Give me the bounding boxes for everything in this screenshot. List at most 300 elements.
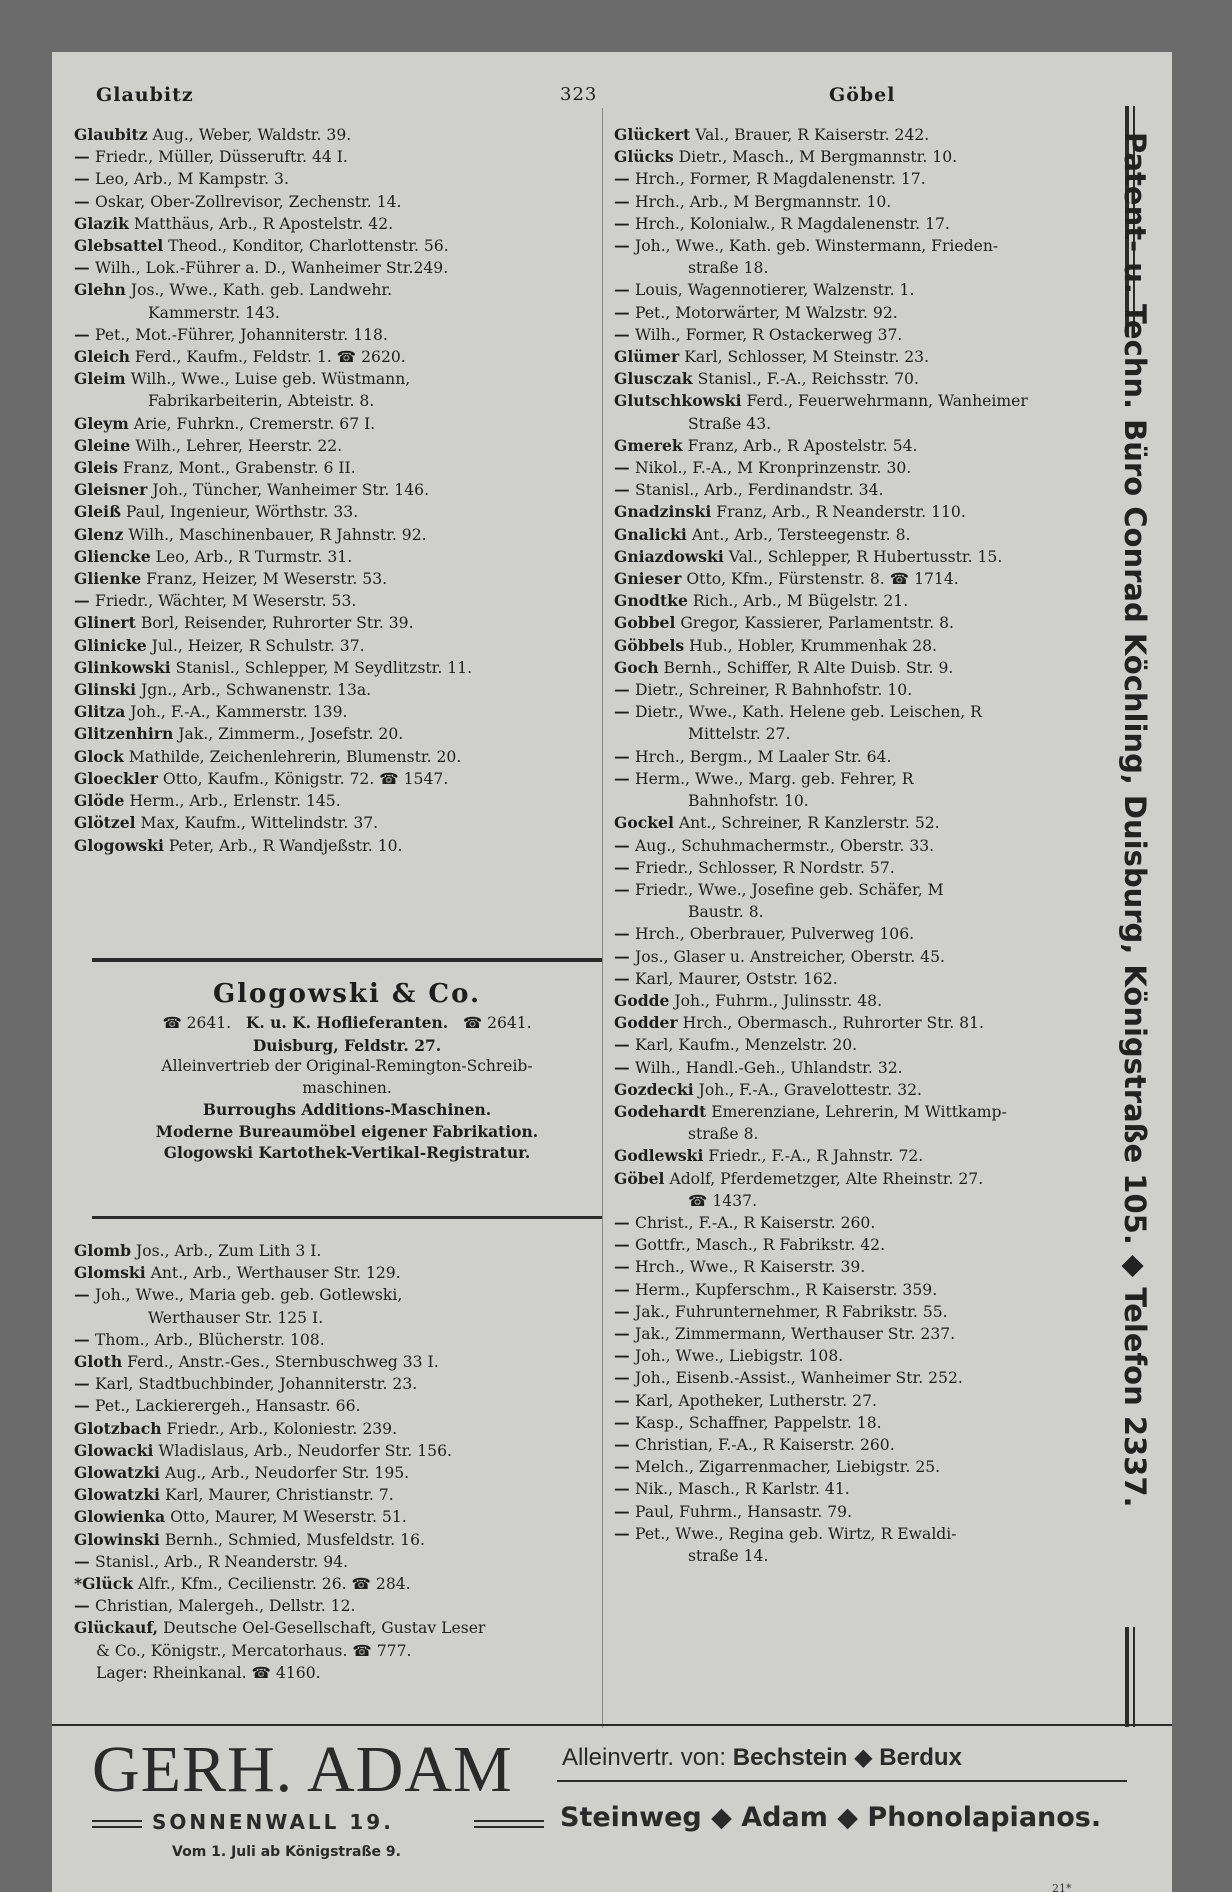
entry-surname: Glomski — [74, 1263, 146, 1283]
directory-entry — [614, 1034, 1114, 1056]
directory-entry — [74, 257, 594, 279]
entry-surname: — — [614, 236, 636, 256]
entry-details: Val., Brauer, R Kaiserstr. 242. — [695, 126, 930, 144]
entry-surname: — — [614, 680, 636, 700]
entry-surname: Gleich — [74, 347, 130, 367]
entry-surname: Glümer — [614, 347, 680, 367]
entry-surname: — — [614, 1057, 636, 1077]
entry-details: Aug., Schuhmachermstr., Oberstr. 33. — [635, 836, 935, 855]
entry-surname: Göbel — [614, 1168, 665, 1188]
directory-entry — [614, 1057, 1114, 1079]
entry-surname: — — [614, 857, 636, 877]
directory-entry — [74, 279, 594, 301]
footer-dash-right-2 — [474, 1826, 544, 1828]
entry-details: Rich., Arb., M Bügelstr. 21. — [692, 592, 909, 611]
entry-details: Gottfr., Masch., R Fabrikstr. 42. — [635, 1236, 886, 1255]
directory-entry — [614, 723, 1114, 745]
entry-surname: — — [74, 1285, 96, 1305]
entry-surname: Gozdecki — [614, 1079, 694, 1099]
directory-entry — [74, 302, 594, 324]
entry-details: Franz, Heizer, M Weserstr. 53. — [146, 570, 388, 589]
directory-entry — [614, 546, 1114, 568]
directory-entry — [614, 835, 1114, 857]
entry-details: Kammerstr. 143. — [148, 303, 280, 322]
entry-surname: — — [614, 924, 636, 944]
entry-surname: — — [74, 169, 96, 189]
entry-surname: — — [614, 702, 636, 722]
entry-details: straße 8. — [688, 1125, 759, 1144]
directory-entry — [74, 746, 594, 768]
directory-entry — [74, 413, 594, 435]
directory-entry — [614, 568, 1114, 590]
directory-entry — [74, 612, 594, 634]
directory-entry — [614, 257, 1114, 279]
entry-surname: Gleisner — [74, 480, 148, 500]
entry-details: Aug., Weber, Waldstr. 39. — [152, 126, 352, 144]
entry-surname: — — [614, 1346, 636, 1366]
footer-dash-left-2 — [92, 1826, 142, 1828]
entry-details: Wilh., Maschinenbauer, R Jahnstr. 92. — [128, 525, 427, 544]
entry-surname: Gnalicki — [614, 524, 687, 544]
entry-details: Peter, Arb., R Wandjeßstr. 10. — [168, 836, 403, 855]
entry-details: Aug., Arb., Neudorfer Str. 195. — [164, 1464, 410, 1483]
entry-surname: Glücks — [614, 147, 674, 167]
entry-surname: Glinert — [74, 613, 136, 633]
entry-details: Franz, Mont., Grabenstr. 6 II. — [122, 459, 356, 478]
directory-entry — [614, 1456, 1114, 1478]
entry-details: Friedr., Arb., Koloniestr. 239. — [166, 1419, 398, 1438]
directory-entry — [614, 701, 1114, 723]
directory-entry — [614, 590, 1114, 612]
entry-details: Jak., Zimmermann, Werthauser Str. 237. — [635, 1324, 956, 1343]
directory-entry — [74, 701, 594, 723]
entry-surname: Glöde — [74, 791, 125, 811]
directory-entry — [614, 923, 1114, 945]
entry-surname: Godlewski — [614, 1146, 704, 1166]
footer-alle-prefix: Alleinvertr. von: — [562, 1744, 727, 1771]
entry-details: Wladislaus, Arb., Neudorfer Str. 156. — [158, 1441, 452, 1460]
entry-surname: Goch — [614, 657, 659, 677]
entry-details: Leo, Arb., M Kampstr. 3. — [95, 170, 289, 189]
directory-entry — [74, 1351, 594, 1373]
entry-details: Melch., Zigarrenmacher, Liebigstr. 25. — [635, 1458, 941, 1477]
directory-entry — [614, 501, 1114, 523]
entry-details: Jos., Arb., Zum Lith 3 I. — [136, 1242, 322, 1260]
directory-entry — [614, 1434, 1114, 1456]
entry-details: Straße 43. — [688, 414, 772, 433]
directory-entry — [74, 124, 594, 146]
entry-details: Wilh., Lehrer, Heerstr. 22. — [135, 436, 343, 455]
entry-surname: Glötzel — [74, 813, 136, 833]
entry-surname: Glenz — [74, 524, 124, 544]
entry-details: & Co., Königstr., Mercatorhaus. ☎ 777. — [96, 1641, 412, 1660]
directory-entry — [614, 1390, 1114, 1412]
directory-entry — [614, 524, 1114, 546]
entry-surname: — — [614, 1412, 636, 1432]
entry-surname: — — [614, 1035, 636, 1055]
entry-surname: — — [614, 302, 636, 322]
directory-entry — [74, 1595, 594, 1617]
directory-entry — [614, 302, 1114, 324]
entry-surname: Göbbels — [614, 635, 685, 655]
directory-entry — [614, 1478, 1114, 1500]
entry-details: Joh., Eisenb.-Assist., Wanheimer Str. 252. — [635, 1369, 963, 1388]
entry-details: Bernh., Schiffer, R Alte Duisb. Str. 9. — [663, 658, 954, 677]
directory-entry — [74, 1262, 594, 1284]
directory-entry — [74, 1440, 594, 1462]
entry-surname: Glebsattel — [74, 236, 164, 256]
entry-surname: Gnieser — [614, 569, 682, 589]
directory-entry — [614, 1279, 1114, 1301]
directory-entry — [614, 1234, 1114, 1256]
entry-details: Matthäus, Arb., R Apostelstr. 42. — [133, 214, 394, 233]
entry-surname: Gniazdowski — [614, 546, 724, 566]
entry-surname: Godder — [614, 1013, 678, 1033]
entry-surname: Gliencke — [74, 546, 151, 566]
entry-details: Alfr., Kfm., Cecilienstr. 26. ☎ 284. — [138, 1575, 411, 1594]
directory-entry — [614, 1545, 1114, 1567]
footer-dash-right-1 — [474, 1820, 544, 1822]
entry-details: Stanisl., F.-A., Reichsstr. 70. — [697, 370, 919, 389]
entry-details: Bernh., Schmied, Musfeldstr. 16. — [164, 1530, 425, 1549]
advert-line2: maschinen. — [302, 1078, 392, 1097]
entry-surname: — — [614, 946, 636, 966]
entry-details: Joh., Wwe., Maria geb. geb. Gotlewski, — [95, 1286, 403, 1305]
entry-details: Hrch., Wwe., R Kaiserstr. 39. — [635, 1258, 866, 1277]
directory-entry — [74, 479, 594, 501]
entry-details: Joh., Tüncher, Wanheimer Str. 146. — [152, 481, 430, 500]
entry-details: Pet., Mot.-Führer, Johanniterstr. 118. — [95, 325, 388, 344]
entry-details: Paul, Ingenieur, Wörthstr. 33. — [125, 503, 359, 522]
directory-entry — [614, 901, 1114, 923]
directory-entry — [74, 1529, 594, 1551]
entry-details: Nik., Masch., R Karlstr. 41. — [635, 1480, 850, 1499]
directory-entry — [614, 746, 1114, 768]
entry-details: Friedr., Wwe., Josefine geb. Schäfer, M — [635, 880, 944, 899]
entry-details: Friedr., Schlosser, R Nordstr. 57. — [635, 858, 895, 877]
directory-entry — [614, 346, 1114, 368]
entry-details: Wilh., Lok.-Führer a. D., Wanheimer Str.249. — [95, 259, 449, 278]
directory-entry — [74, 1662, 594, 1684]
entry-details: Otto, Kfm., Fürstenstr. 8. ☎ 1714. — [686, 570, 959, 589]
entry-surname: Glusczak — [614, 369, 693, 389]
directory-entry — [74, 235, 594, 257]
directory-entry — [614, 390, 1114, 412]
entry-details: Ant., Arb., Werthauser Str. 129. — [150, 1264, 401, 1283]
directory-entry — [614, 413, 1114, 435]
directory-entry — [614, 279, 1114, 301]
entry-details: Jgn., Arb., Schwanenstr. 13a. — [140, 681, 372, 700]
entry-surname: Glienke — [74, 569, 142, 589]
entry-details: Fabrikarbeiterin, Abteistr. 8. — [148, 392, 375, 411]
directory-entry — [74, 568, 594, 590]
header-left: Glaubitz — [96, 84, 194, 106]
entry-details: Herm., Wwe., Marg. geb. Fehrer, R — [635, 769, 914, 788]
entry-surname: Glock — [74, 746, 124, 766]
directory-entry — [614, 990, 1114, 1012]
directory-entry — [614, 612, 1114, 634]
directory-entry — [74, 1551, 594, 1573]
entry-surname: — — [614, 458, 636, 478]
entry-details: Hrch., Oberbrauer, Pulverweg 106. — [635, 925, 915, 944]
directory-entry — [74, 657, 594, 679]
advert-line4: Moderne Bureaumöbel eigener Fabrikation. — [155, 1121, 539, 1141]
entry-details: Jos., Wwe., Kath. geb. Landwehr. — [130, 281, 393, 300]
directory-entry — [74, 1373, 594, 1395]
directory-entry — [74, 1418, 594, 1440]
directory-entry — [614, 790, 1114, 812]
entry-details: Karl, Kaufm., Menzelstr. 20. — [635, 1036, 858, 1055]
directory-entry — [74, 546, 594, 568]
entry-surname: — — [614, 480, 636, 500]
entry-surname: — — [614, 1279, 636, 1299]
entry-surname: — — [614, 1457, 636, 1477]
entry-surname: — — [74, 191, 96, 211]
directory-entry — [614, 1523, 1114, 1545]
entry-details: Ant., Arb., Tersteegenstr. 8. — [691, 525, 911, 544]
entry-details: Jak., Zimmerm., Josefstr. 20. — [178, 725, 404, 744]
directory-entry — [74, 168, 594, 190]
entry-details: Mittelstr. 27. — [688, 725, 791, 744]
entry-details: Joh., Wwe., Kath. geb. Winstermann, Frieden- — [635, 237, 999, 256]
entry-details: Stanisl., Schlepper, M Seydlitzstr. 11. — [175, 658, 473, 677]
advert-phone-left: ☎ 2641. — [162, 1014, 232, 1032]
entry-surname: — — [614, 1479, 636, 1499]
directory-entry — [614, 368, 1114, 390]
directory-entry — [614, 124, 1114, 146]
directory-entry — [74, 501, 594, 523]
entry-details: Jos., Glaser u. Anstreicher, Oberstr. 45. — [635, 947, 945, 966]
entry-surname: Glitzenhirn — [74, 724, 174, 744]
entry-surname: Glinicke — [74, 635, 147, 655]
directory-entry — [614, 812, 1114, 834]
entry-details: Mathilde, Zeichenlehrerin, Blumenstr. 20. — [128, 747, 462, 766]
entry-details: Arie, Fuhrkn., Cremerstr. 67 I. — [133, 414, 376, 433]
directory-page — [52, 52, 1172, 1892]
sidebar-rule-bottom — [1125, 1627, 1129, 1727]
entry-details: Hrch., Arb., M Bergmannstr. 10. — [635, 192, 892, 211]
entry-surname: Glinski — [74, 680, 137, 700]
entry-surname: — — [74, 591, 96, 611]
right-column-entries — [614, 124, 1114, 1567]
entry-details: Wilh., Handl.-Geh., Uhlandstr. 32. — [635, 1058, 903, 1077]
directory-entry — [614, 768, 1114, 790]
entry-surname: Glowatzki — [74, 1485, 160, 1505]
entry-surname: Glowatzki — [74, 1463, 160, 1483]
directory-entry — [74, 435, 594, 457]
directory-entry — [614, 1345, 1114, 1367]
entry-details: Hrch., Bergm., M Laaler Str. 64. — [635, 747, 892, 766]
entry-details: Joh., F.-A., Kammerstr. 139. — [130, 703, 348, 722]
entry-details: Ferd., Anstr.-Ges., Sternbuschweg 33 I. — [127, 1353, 439, 1372]
entry-surname: Glogowski — [74, 835, 164, 855]
directory-entry — [74, 590, 594, 612]
entry-surname: Gleine — [74, 435, 131, 455]
entry-surname: Glowinski — [74, 1529, 160, 1549]
entry-surname: — — [614, 1368, 636, 1388]
entry-surname: — — [614, 746, 636, 766]
entry-surname: Glückert — [614, 125, 691, 144]
entry-details: Dietr., Schreiner, R Bahnhofstr. 10. — [635, 681, 913, 700]
entry-surname: Gloeckler — [74, 768, 158, 788]
directory-entry — [614, 479, 1114, 501]
entry-surname: — — [614, 1434, 636, 1454]
entry-surname: Godehardt — [614, 1101, 707, 1121]
entry-surname: Glazik — [74, 213, 129, 233]
advert-address: Duisburg, Feldstr. 27. — [252, 1035, 442, 1055]
sidebar-advert: Patent- u. Techn. Büro Conrad Köchling, Duisburg, Königstraße 105. ◆ Telefon 2337. — [1118, 132, 1152, 1508]
entry-details: Otto, Maurer, M Weserstr. 51. — [170, 1508, 407, 1527]
entry-details: ☎ 1437. — [688, 1191, 758, 1210]
entry-details: Borl, Reisender, Ruhrorter Str. 39. — [140, 614, 414, 633]
footer-dash-left-1 — [92, 1820, 142, 1822]
entry-surname: — — [614, 324, 636, 344]
directory-entry — [614, 1212, 1114, 1234]
entry-details: Joh., Wwe., Liebigstr. 108. — [635, 1347, 844, 1366]
entry-surname: Glehn — [74, 280, 126, 300]
directory-entry — [74, 1640, 594, 1662]
entry-details: Gregor, Kassierer, Parlamentstr. 8. — [680, 614, 954, 633]
directory-entry — [74, 1307, 594, 1329]
advert-line3: Burroughs Additions-Maschinen. — [202, 1100, 492, 1119]
footer-brand-name: GERH. ADAM — [92, 1733, 513, 1806]
entry-details: Hrch., Obermasch., Ruhrorter Str. 81. — [682, 1014, 984, 1033]
directory-entry — [74, 1329, 594, 1351]
entry-details: Louis, Wagennotierer, Walzenstr. 1. — [635, 281, 915, 300]
entry-surname: Godde — [614, 990, 670, 1010]
entry-surname: — — [614, 280, 636, 300]
entry-surname: — — [614, 1257, 636, 1277]
directory-entry — [74, 1240, 594, 1262]
directory-entry — [614, 946, 1114, 968]
entry-details: Dietr., Wwe., Kath. Helene geb. Leischen, R — [635, 703, 982, 722]
entry-details: Christian, F.-A., R Kaiserstr. 260. — [635, 1435, 895, 1454]
entry-details: Joh., F.-A., Gravelottestr. 32. — [698, 1080, 922, 1099]
entry-surname: — — [74, 1551, 96, 1571]
sidebar-rule-bottom-thin — [1133, 1627, 1135, 1727]
entry-surname: — — [614, 1235, 636, 1255]
directory-entry — [614, 191, 1114, 213]
directory-entry — [74, 635, 594, 657]
advert-rule-bottom — [92, 1216, 602, 1219]
directory-entry — [614, 1301, 1114, 1323]
directory-entry — [614, 635, 1114, 657]
entry-details: Karl, Stadtbuchbinder, Johanniterstr. 23. — [95, 1375, 418, 1394]
footer-note: Vom 1. Juli ab Königstraße 9. — [172, 1844, 401, 1860]
directory-entry — [74, 346, 594, 368]
entry-surname: Glowienka — [74, 1507, 166, 1527]
entry-details: Werthauser Str. 125 I. — [148, 1308, 324, 1327]
entry-surname: — — [614, 1390, 636, 1410]
directory-entry — [614, 1145, 1114, 1167]
entry-details: Herm., Kupferschm., R Kaiserstr. 359. — [635, 1280, 938, 1299]
entry-details: Franz, Arb., R Apostelstr. 54. — [687, 436, 918, 455]
entry-details: Ferd., Feuerwehrmann, Wanheimer — [746, 392, 1028, 411]
entry-surname: — — [614, 1301, 636, 1321]
advert-tagline: K. u. K. Hoflieferanten. — [245, 1013, 449, 1032]
footer-alle-brands: Bechstein ◆ Berdux — [732, 1744, 962, 1771]
directory-entry — [74, 1484, 594, 1506]
directory-entry — [614, 968, 1114, 990]
entry-surname: Gobbel — [614, 613, 676, 633]
entry-details: Dietr., Masch., M Bergmannstr. 10. — [678, 148, 958, 167]
directory-entry — [74, 191, 594, 213]
footer-address: SONNENWALL 19. — [152, 1810, 394, 1834]
left-column-entries — [74, 124, 594, 857]
directory-entry — [614, 1190, 1114, 1212]
directory-entry — [614, 324, 1114, 346]
entry-surname: Glinkowski — [74, 657, 171, 677]
directory-entry — [74, 835, 594, 857]
directory-entry — [74, 1462, 594, 1484]
footer-mark: 21* — [1052, 1882, 1072, 1892]
entry-details: Jak., Fuhrunternehmer, R Fabrikstr. 55. — [635, 1302, 948, 1321]
entry-surname: — — [614, 835, 636, 855]
directory-entry — [614, 1256, 1114, 1278]
entry-details: Leo, Arb., R Turmstr. 31. — [155, 547, 353, 566]
entry-details: Hrch., Former, R Magdalenenstr. 17. — [635, 170, 926, 189]
directory-entry — [614, 1101, 1114, 1123]
entry-details: Paul, Fuhrm., Hansastr. 79. — [635, 1502, 853, 1521]
entry-details: Lager: Rheinkanal. ☎ 4160. — [96, 1663, 321, 1682]
entry-surname: Glotzbach — [74, 1418, 162, 1438]
entry-surname: — — [74, 1396, 96, 1416]
directory-entry — [614, 1079, 1114, 1101]
directory-entry — [614, 457, 1114, 479]
entry-details: Ferd., Kaufm., Feldstr. 1. ☎ 2620. — [134, 348, 406, 367]
entry-surname: Gmerek — [614, 435, 683, 455]
directory-entry — [74, 524, 594, 546]
entry-details: Hrch., Kolonialw., R Magdalenenstr. 17. — [635, 214, 950, 233]
entry-details: Hub., Hobler, Krummenhak 28. — [689, 636, 937, 655]
directory-entry — [614, 1323, 1114, 1345]
entry-surname: Gleis — [74, 458, 118, 478]
entry-details: Pet., Motorwärter, M Walzstr. 92. — [635, 303, 898, 322]
entry-surname: — — [614, 169, 636, 189]
entry-surname: — — [614, 191, 636, 211]
entry-surname: Glowacki — [74, 1440, 154, 1460]
entry-surname: *Glück — [74, 1574, 134, 1594]
directory-entry — [614, 213, 1114, 235]
directory-entry — [74, 213, 594, 235]
directory-entry — [74, 146, 594, 168]
advert-rule-top — [92, 958, 602, 962]
entry-details: Friedr., Müller, Düsseruftr. 44 I. — [95, 148, 348, 167]
footer-rule-right — [557, 1780, 1127, 1782]
entry-details: Adolf, Pferdemetzger, Alte Rheinstr. 27. — [669, 1169, 984, 1188]
advert-line5: Glogowski Kartothek-Vertikal-Registratur. — [163, 1143, 531, 1162]
entry-details: Karl, Maurer, Oststr. 162. — [635, 969, 838, 988]
directory-entry — [614, 435, 1114, 457]
directory-entry — [614, 679, 1114, 701]
entry-surname: Glaubitz — [74, 125, 148, 144]
directory-entry — [614, 1123, 1114, 1145]
entry-details: Friedr., F.-A., R Jahnstr. 72. — [708, 1147, 924, 1166]
entry-details: Otto, Kaufm., Königstr. 72. ☎ 1547. — [162, 769, 449, 788]
directory-entry — [74, 1617, 594, 1639]
entry-details: Pet., Wwe., Regina geb. Wirtz, R Ewaldi- — [635, 1524, 957, 1543]
entry-surname: Glutschkowski — [614, 391, 742, 411]
entry-details: Baustr. 8. — [688, 903, 764, 922]
entry-details: Stanisl., Arb., Ferdinandstr. 34. — [635, 481, 884, 500]
entry-details: Christ., F.-A., R Kaiserstr. 260. — [635, 1213, 876, 1232]
entry-details: Pet., Lackierergeh., Hansastr. 66. — [95, 1397, 361, 1416]
entry-surname: Gnodtke — [614, 591, 688, 611]
entry-surname: — — [74, 258, 96, 278]
entry-surname: — — [74, 1329, 96, 1349]
directory-entry — [614, 1501, 1114, 1523]
entry-details: Karl, Apotheker, Lutherstr. 27. — [635, 1391, 877, 1410]
